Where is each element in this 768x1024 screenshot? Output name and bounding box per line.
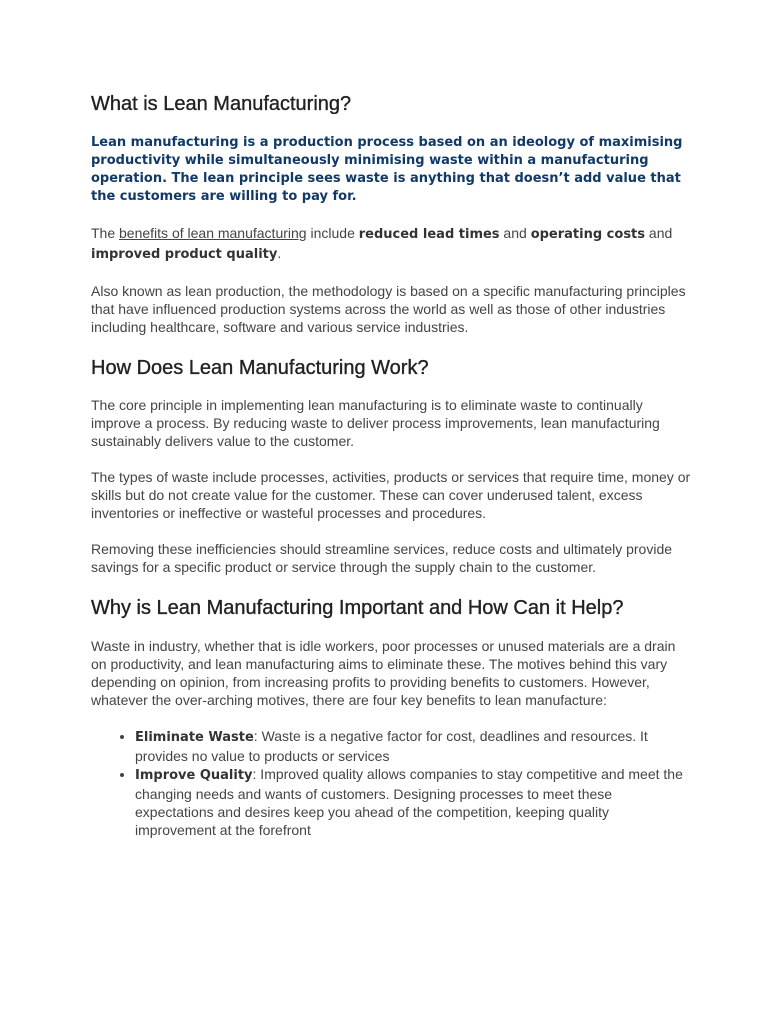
benefits-and-2: and [645,225,673,241]
benefits-prefix: The [91,225,120,241]
removing-inefficiencies-paragraph: Removing these inefficiencies should streamline services, reduce costs and ultimately provide savings for a specific product or service through the supply chain to the customer. [91,541,673,575]
types-of-waste-paragraph: The types of waste include processes, activities, products or services that require time, money or skills but do not create value for the customer. These can cover underused talent, excess inventories or ineffective or wasteful processes and procedures. [91,469,691,521]
bullet-term-improve-quality: Improve Quality [135,768,253,783]
benefits-suffix: . [277,245,282,261]
heading-what-is-lean: What is Lean Manufacturing? [91,93,352,115]
heading-how-does-it-work: How Does Lean Manufacturing Work? [91,357,429,379]
benefits-middle: include [306,225,359,241]
benefits-paragraph [91,224,691,264]
term-operating-costs: operating costs [530,227,646,242]
article [91,90,691,839]
benefits-list [91,727,691,839]
intro-paragraph: Lean manufacturing is a production process based on an ideology of maximising productivity while simultaneously minimising waste within a manufacturing operation. The lean principle sees waste is anything that doesn’t add value that the customers are willing to pay for. [91,135,683,204]
bullet-text: : Waste is a negative factor for cost, deadlines and resources. It provides no value to products or services [135,728,648,764]
core-principle-paragraph: The core principle in implementing lean manufacturing is to eliminate waste to continually improve a process. By reducing waste to deliver process improvements, lean manufacturing sustainably delivers value to the customer. [91,397,660,449]
bullet-term-eliminate-waste: Eliminate Waste [135,730,254,745]
term-improved-product-quality: improved product quality [91,247,278,262]
bullet-text: : Improved quality allows companies to stay competitive and meet the changing needs and wants of customers. Designing processes to meet these expectations and desires keep you ahead of the competition, keeping quality improvement at the forefront [135,766,683,838]
heading-why-important: Why is Lean Manufacturing Important and How Can it Help? [91,597,624,619]
benefits-link[interactable]: benefits of lean manufacturing [119,225,307,241]
term-reduced-lead-times: reduced lead times [358,227,500,242]
list-item [135,765,691,839]
list-item [135,727,691,765]
lean-production-paragraph: Also known as lean production, the methodology is based on a specific manufacturing principles that have influenced production systems across the world as well as those of other industries including healthcare, software and various service industries. [91,283,686,335]
benefits-and-1: and [499,225,531,241]
waste-in-industry-paragraph: Waste in industry, whether that is idle workers, poor processes or unused materials are a drain on productivity, and lean manufacturing aims to eliminate these. The motives behind this vary depending on opinion, from increasing profits to providing benefits to customers. However, whatever the over-arching motives, there are four key benefits to lean manufacture: [91,638,676,708]
